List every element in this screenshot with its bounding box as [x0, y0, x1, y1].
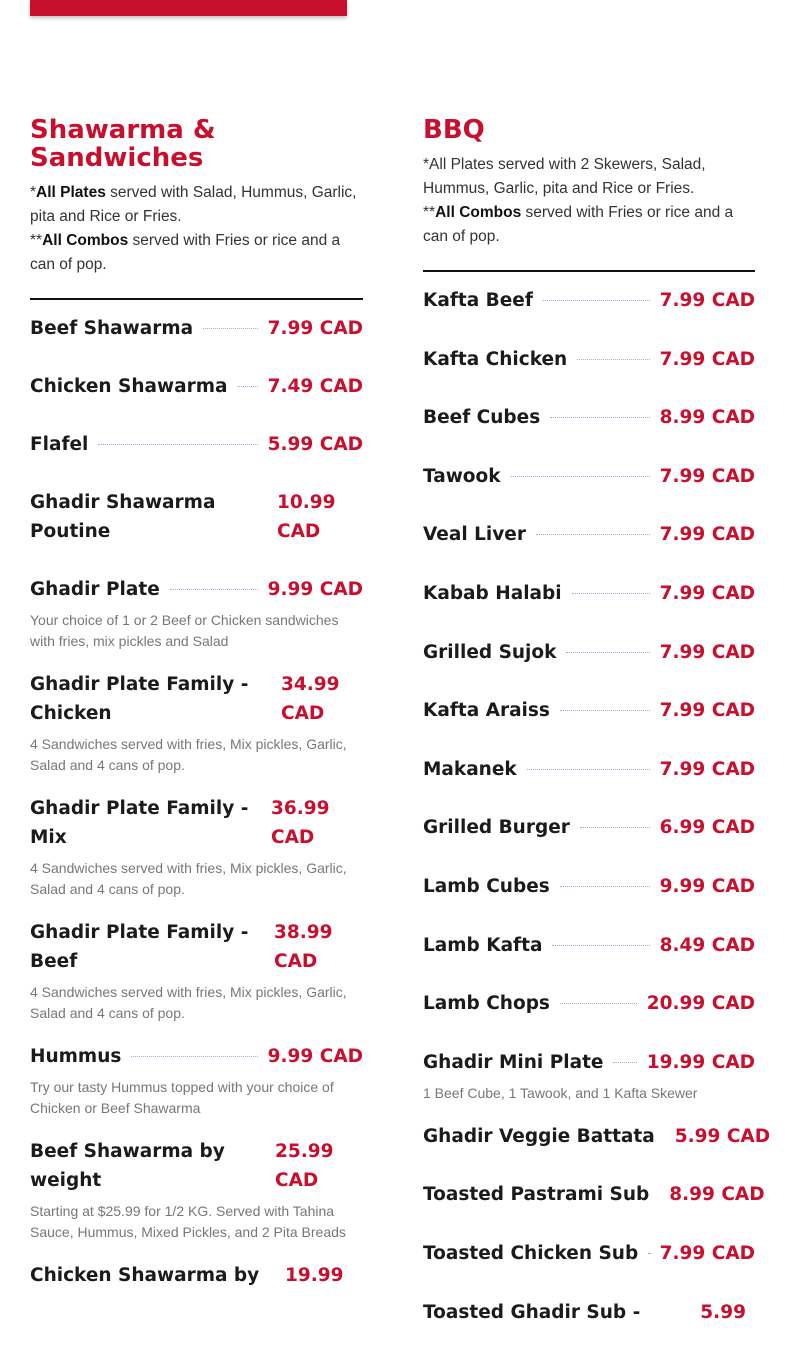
item-description: Your choice of 1 or 2 Beef or Chicken sandwiches with fries, mix pickles and Salad — [30, 612, 339, 649]
item-price: 6.99 CAD — [659, 817, 755, 839]
order-button[interactable] — [30, 0, 347, 16]
menu-item[interactable] — [423, 462, 755, 491]
dot-leader — [572, 593, 650, 594]
item-name: Ghadir Mini Plate — [423, 1051, 604, 1073]
section-intro: *All Plates served with 2 Skewers, Salad, Hummus, Garlic, pita and Rice or Fries. **All Combos served with Fries or rice and a can of pop. — [423, 156, 734, 245]
dot-leader — [648, 1253, 649, 1254]
dot-leader — [511, 476, 650, 477]
item-description: 4 Sandwiches served with fries, Mix pickles, Garlic, Salad and 4 cans of pop. — [30, 984, 347, 1021]
item-price: 25.99 CAD — [275, 1141, 334, 1191]
shawarma-section — [30, 116, 363, 1319]
item-name: Chicken Shawarma — [30, 376, 228, 397]
menu-item[interactable] — [423, 403, 755, 432]
dot-leader — [527, 769, 650, 770]
menu-item[interactable] — [30, 488, 363, 546]
menu-item[interactable] — [423, 872, 755, 901]
menu-item[interactable] — [423, 755, 755, 784]
item-price: 7.49 CAD — [267, 376, 363, 397]
menu-item[interactable] — [423, 696, 755, 725]
menu-item[interactable] — [30, 794, 363, 900]
item-price: 9.99 CAD — [267, 1046, 363, 1067]
item-name: Lamb Kafta — [423, 934, 543, 956]
item-price: 7.99 CAD — [659, 290, 755, 311]
item-name: Lamb Chops — [423, 993, 550, 1015]
menu-item[interactable] — [423, 1298, 755, 1327]
menu-item[interactable] — [423, 1239, 755, 1268]
item-price: 5.99 CAD — [674, 1125, 771, 1147]
item-name: Ghadir Plate Family - Chicken — [30, 674, 249, 724]
menu-item[interactable] — [30, 1261, 363, 1290]
item-name: Beef Shawarma by weight — [30, 1141, 225, 1191]
item-name: Toasted Pastrami Sub — [423, 1184, 650, 1206]
item-description: 4 Sandwiches served with fries, Mix pickles, Garlic, Salad and 4 cans of pop. — [30, 860, 347, 897]
item-name: Kafta Araiss — [423, 700, 550, 722]
item-name: Hummus — [30, 1046, 122, 1067]
dot-leader — [550, 417, 649, 418]
item-price: 19.99 — [285, 1265, 344, 1286]
item-price: 8.99 CAD — [669, 1184, 765, 1206]
item-name: Ghadir Veggie Battata — [423, 1125, 655, 1147]
section-intro: *All Plates served with Salad, Hummus, Garlic, pita and Rice or Fries. **All Combos served with Fries or rice and a can of pop. — [30, 184, 357, 273]
item-price: 36.99 CAD — [271, 798, 330, 848]
item-description: 1 Beef Cube, 1 Tawook, and 1 Kafta Skewer — [423, 1084, 698, 1101]
dot-leader — [203, 328, 258, 329]
item-name: Toasted Chicken Sub — [423, 1242, 639, 1264]
dot-leader — [566, 652, 649, 653]
item-name: Veal Liver — [423, 524, 526, 546]
menu-item[interactable] — [30, 430, 363, 459]
item-price: 5.99 — [700, 1301, 746, 1323]
item-description: Try our tasty Hummus topped with your choice of Chicken or Beef Shawarma — [30, 1079, 334, 1116]
item-name: Beef Cubes — [423, 407, 541, 429]
menu-item[interactable] — [423, 1180, 765, 1209]
section-title: BBQ — [423, 115, 485, 145]
menu-item[interactable] — [423, 989, 755, 1018]
item-name: Beef Shawarma — [30, 318, 194, 339]
dot-leader — [543, 300, 650, 301]
menu-item[interactable] — [423, 813, 755, 842]
menu-item[interactable] — [423, 1048, 755, 1104]
menu-item[interactable] — [423, 931, 755, 960]
menu-item[interactable] — [423, 286, 755, 315]
item-price: 7.99 CAD — [659, 1242, 755, 1264]
menu-item[interactable] — [423, 520, 755, 549]
item-name: Ghadir Plate Family - Beef — [30, 922, 249, 972]
item-name: Kafta Chicken — [423, 348, 568, 370]
dot-leader — [170, 589, 258, 590]
item-name: Grilled Sujok — [423, 641, 557, 663]
menu-item[interactable] — [423, 638, 755, 667]
menu-item[interactable] — [30, 670, 363, 776]
item-price: 34.99 CAD — [281, 674, 340, 724]
item-price: 38.99 CAD — [274, 922, 333, 972]
item-name: Grilled Burger — [423, 817, 570, 839]
menu-item[interactable] — [30, 372, 363, 401]
item-description: 4 Sandwiches served with fries, Mix pickles, Garlic, Salad and 4 cans of pop. — [30, 736, 347, 773]
item-name: Flafel — [30, 434, 89, 455]
menu-item[interactable] — [30, 918, 363, 1024]
item-name: Kafta Beef — [423, 290, 533, 311]
item-price: 19.99 CAD — [646, 1051, 755, 1073]
dot-leader — [98, 444, 257, 445]
dot-leader — [552, 945, 649, 946]
item-name: Kabab Halabi — [423, 582, 562, 604]
menu-item[interactable] — [30, 1042, 363, 1119]
dot-leader — [131, 1056, 257, 1057]
item-price: 7.99 CAD — [659, 582, 755, 604]
item-name: Ghadir Shawarma Poutine — [30, 492, 216, 542]
item-price: 9.99 CAD — [267, 579, 363, 600]
item-price: 7.99 CAD — [659, 348, 755, 370]
item-description: Starting at $25.99 for 1/2 KG. Served with Tahina Sauce, Hummus, Mixed Pickles, and 2 Pita Breads — [30, 1203, 346, 1240]
item-price: 8.99 CAD — [659, 407, 755, 429]
item-price: 7.99 CAD — [659, 465, 755, 487]
item-price: 20.99 CAD — [646, 993, 755, 1015]
item-price: 5.99 CAD — [267, 434, 363, 455]
item-name: Tawook — [423, 465, 501, 487]
item-name: Ghadir Plate — [30, 579, 160, 600]
bbq-section — [423, 115, 771, 1356]
dot-leader — [577, 359, 649, 360]
menu-item[interactable] — [423, 579, 755, 608]
section-title: Shawarma & Sandwiches — [30, 115, 216, 173]
menu-item[interactable] — [30, 575, 363, 652]
item-price: 7.99 CAD — [659, 700, 755, 722]
dot-leader — [536, 534, 650, 535]
menu-item[interactable] — [30, 314, 363, 343]
section-divider — [423, 270, 755, 272]
item-price: 7.99 CAD — [659, 641, 755, 663]
dot-leader — [560, 710, 650, 711]
dot-leader — [560, 886, 650, 887]
dot-leader — [237, 386, 257, 387]
menu-item[interactable] — [423, 1122, 771, 1151]
item-price: 7.99 CAD — [659, 758, 755, 780]
item-price: 9.99 CAD — [659, 875, 755, 897]
item-name: Makanek — [423, 758, 517, 780]
section-divider — [30, 298, 363, 300]
item-price: 7.99 CAD — [659, 524, 755, 546]
item-name: Lamb Cubes — [423, 875, 550, 897]
item-price: 10.99 CAD — [277, 492, 336, 542]
menu-item[interactable] — [423, 345, 755, 374]
dot-leader — [613, 1062, 636, 1063]
dot-leader — [560, 1003, 637, 1004]
item-name: Ghadir Plate Family - Mix — [30, 798, 249, 848]
item-price: 8.49 CAD — [659, 934, 755, 956]
item-price: 7.99 CAD — [267, 318, 363, 339]
menu-item[interactable] — [30, 1137, 363, 1243]
item-name: Toasted Ghadir Sub - — [423, 1301, 641, 1323]
item-name: Chicken Shawarma by — [30, 1265, 260, 1286]
dot-leader — [580, 827, 650, 828]
